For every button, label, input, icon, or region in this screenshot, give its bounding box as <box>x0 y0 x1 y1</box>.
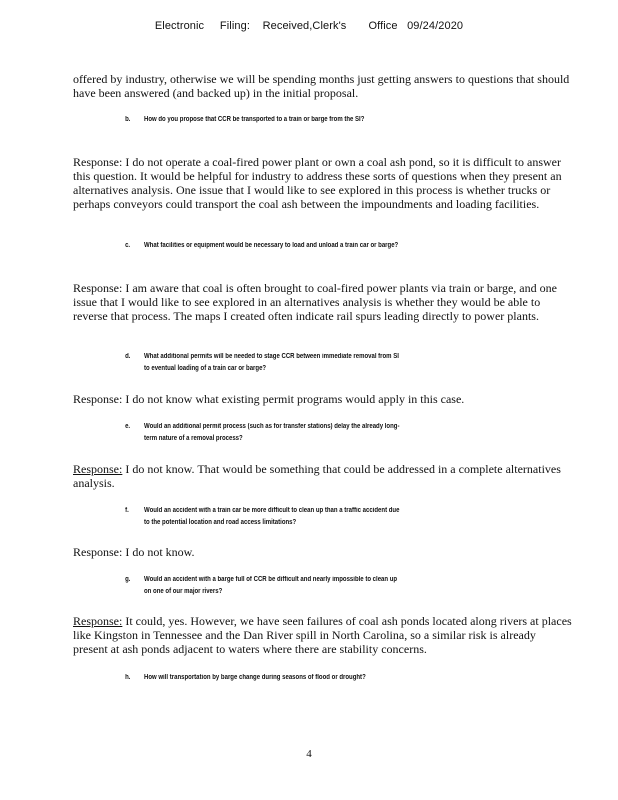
question-text: How will transportation by barge change during seasons of flood or drought? <box>144 674 366 681</box>
question-text: How do you propose that CCR be transported to a train or barge from the SI? <box>144 116 365 123</box>
response-label: Response: <box>73 462 123 476</box>
response-text: I do not know what existing permit programs would apply in this case. <box>122 392 465 406</box>
question-h <box>125 672 402 684</box>
response-text: I am aware that coal is often brought to coal-fired power plants via train or barge, and one issue that I would like to see explored in an alternatives analysis is whether they would be able to reverse that process. The maps I created often indicate rail spurs leading directly to power plants. <box>73 281 557 323</box>
question-text: What facilities or equipment would be necessary to load and unload a train car or barge? <box>144 242 399 249</box>
question-g <box>125 574 402 598</box>
response-g <box>73 614 573 656</box>
response-d <box>73 392 573 406</box>
question-letter: f. <box>125 507 129 514</box>
question-letter: b. <box>125 116 131 123</box>
response-label: Response: <box>73 614 123 628</box>
response-label: Response: <box>73 545 123 559</box>
response-label: Response: <box>73 155 123 169</box>
question-letter: e. <box>125 423 131 430</box>
question-e <box>125 421 402 445</box>
response-e <box>73 462 573 490</box>
response-b <box>73 155 573 211</box>
question-letter: g. <box>125 576 131 583</box>
question-b <box>125 114 402 126</box>
response-text: I do not know. That would be something that could be addressed in a complete alternatives analysis. <box>73 462 561 490</box>
response-text: It could, yes. However, we have seen failures of coal ash ponds located along rivers at places like Kingston in Tennessee and the Dan River spill in North Carolina, so a similar risk is already present at ash ponds adjacent to waters where there are stability concerns. <box>73 614 572 656</box>
question-text: Would an accident with a barge full of CCR be difficult and nearly impossible to clean up on one of our major rivers? <box>144 576 398 595</box>
question-c <box>125 240 402 252</box>
question-d <box>125 351 402 375</box>
response-f <box>73 545 573 559</box>
question-text: What additional permits will be needed to stage CCR between immediate removal from SI to eventual loading of a train car or barge? <box>144 353 399 372</box>
question-text: Would an accident with a train car be more difficult to clean up than a traffic accident due to the potential location and road access limitations? <box>144 507 400 526</box>
question-text: Would an additional permit process (such as for transfer stations) delay the already long-term nature of a removal process? <box>144 423 400 442</box>
question-f <box>125 505 402 529</box>
response-text: I do not operate a coal-fired power plant or own a coal ash pond, so it is difficult to answer this question. It would be helpful for industry to address these sorts of questions when they present an alternatives analysis. One issue that I would like to see explored in this process is whether trucks or perhaps conveyors could transport the coal ash between the impoundments and loading facilities. <box>73 155 562 211</box>
question-letter: d. <box>125 353 131 360</box>
question-letter: h. <box>125 674 131 681</box>
intro-paragraph: offered by industry, otherwise we will be spending months just getting answers to questions that should have been answered (and backed up) in the initial proposal. <box>73 72 570 100</box>
page-number: 4 <box>306 748 312 760</box>
response-label: Response: <box>73 392 123 406</box>
filing-header: Electronic Filing: Received,Clerk's Office 09/24/2020 <box>154 20 464 32</box>
response-c <box>73 281 573 323</box>
response-label: Response: <box>73 281 123 295</box>
question-letter: c. <box>125 242 131 249</box>
response-text: I do not know. <box>122 545 195 559</box>
